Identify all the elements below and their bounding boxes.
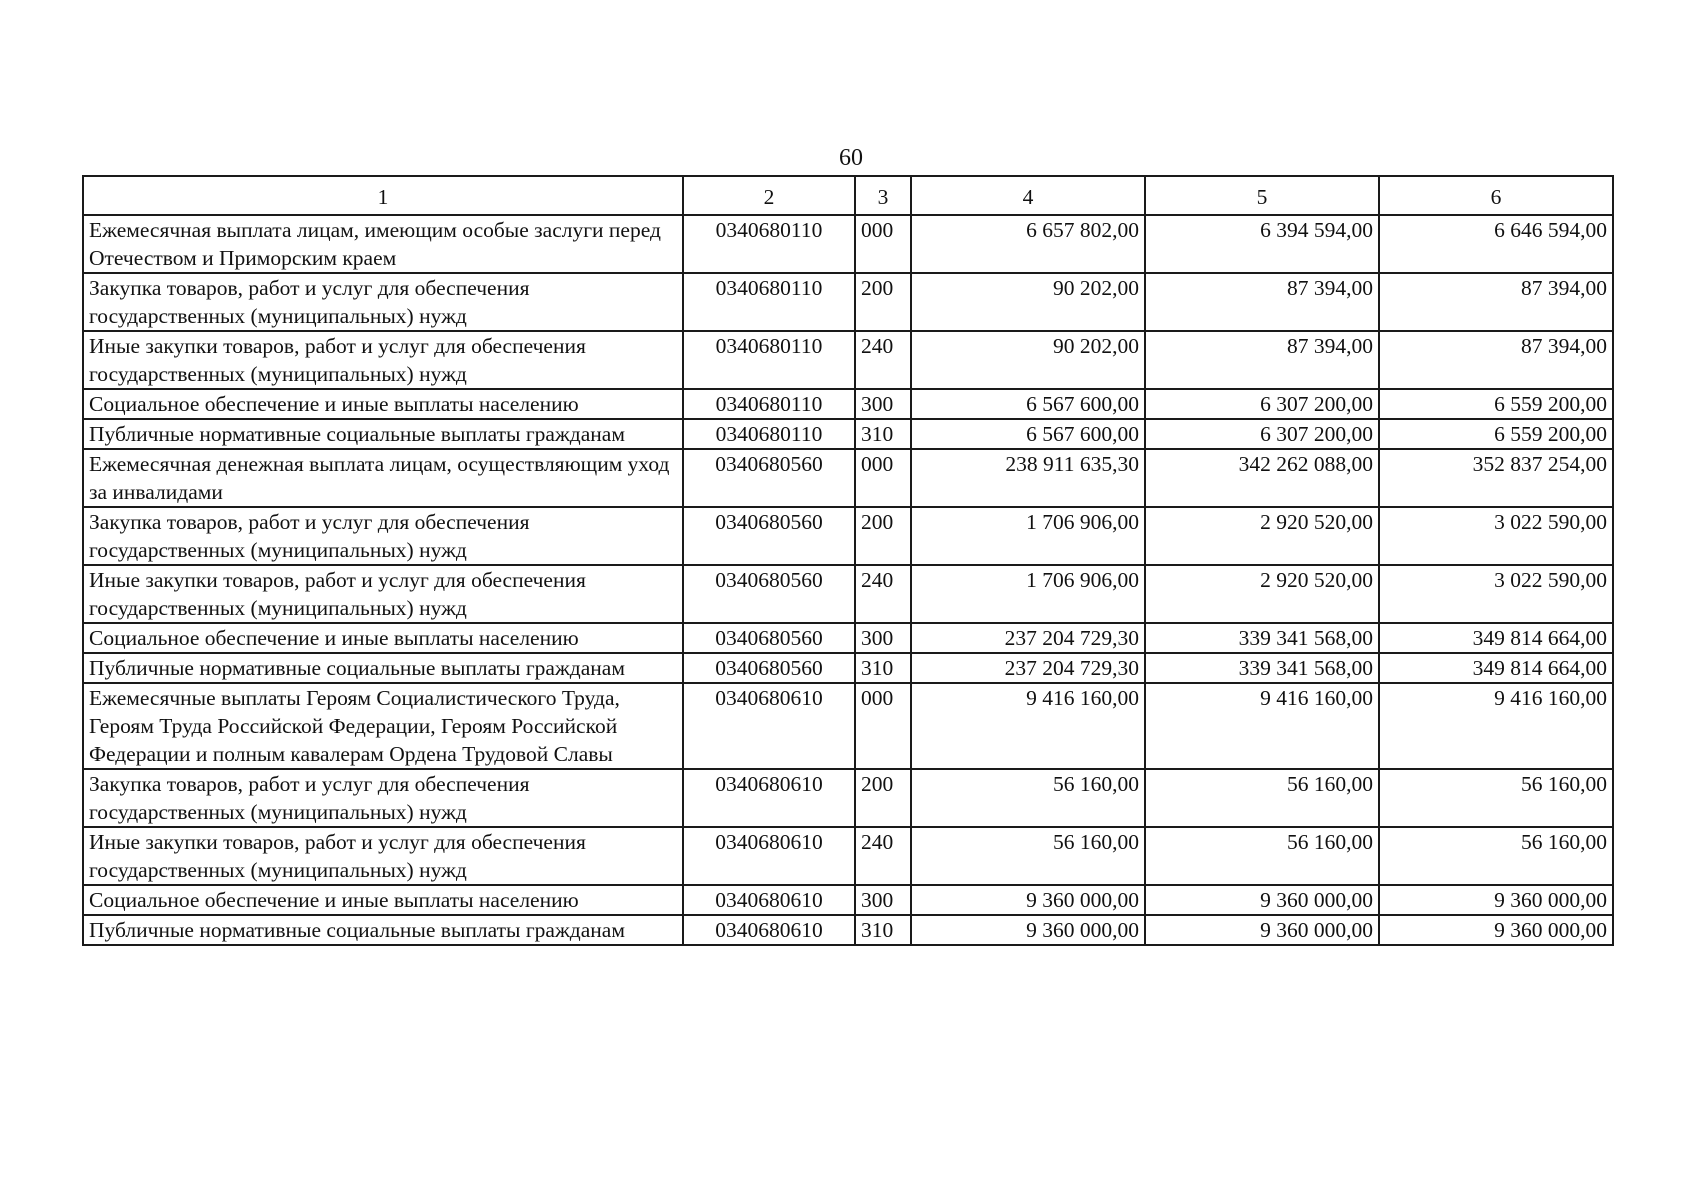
page-number: 60 [839,145,863,171]
row-amount-col-5: 87 394,00 [1145,331,1379,389]
table-row [83,507,1613,565]
row-amount-col-5: 6 307 200,00 [1145,419,1379,449]
row-amount-col-6: 56 160,00 [1379,769,1613,827]
row-amount-col-5: 9 360 000,00 [1145,885,1379,915]
table-row [83,331,1613,389]
row-code: 0340680560 [683,449,855,507]
row-amount-col-4: 9 416 160,00 [911,683,1145,769]
row-amount-col-4: 90 202,00 [911,273,1145,331]
row-code: 0340680560 [683,653,855,683]
row-name: Публичные нормативные социальные выплаты гражданам [83,419,683,449]
row-expense-type: 310 [855,419,911,449]
row-amount-col-4: 9 360 000,00 [911,885,1145,915]
row-name: Ежемесячная денежная выплата лицам, осуществляющим уход за инвалидами [83,449,683,507]
row-name: Социальное обеспечение и иные выплаты населению [83,389,683,419]
row-amount-col-4: 1 706 906,00 [911,565,1145,623]
table-body [83,215,1613,945]
row-amount-col-5: 339 341 568,00 [1145,623,1379,653]
row-name: Ежемесячная выплата лицам, имеющим особые заслуги перед Отечеством и Приморским краем [83,215,683,273]
row-name: Публичные нормативные социальные выплаты гражданам [83,653,683,683]
row-amount-col-6: 349 814 664,00 [1379,653,1613,683]
row-amount-col-4: 6 657 802,00 [911,215,1145,273]
row-amount-col-4: 56 160,00 [911,769,1145,827]
row-amount-col-6: 56 160,00 [1379,827,1613,885]
table-row [83,683,1613,769]
table-row [83,769,1613,827]
table-row [83,215,1613,273]
table-row [83,565,1613,623]
row-name: Публичные нормативные социальные выплаты гражданам [83,915,683,945]
table-row [83,915,1613,945]
row-expense-type: 310 [855,915,911,945]
row-expense-type: 300 [855,885,911,915]
row-expense-type: 000 [855,215,911,273]
row-name: Ежемесячные выплаты Героям Социалистического Труда, Героям Труда Российской Федерации, Героям Российской Федерации и полным кавалерам Ордена Трудовой Славы [83,683,683,769]
row-expense-type: 300 [855,389,911,419]
row-amount-col-5: 6 307 200,00 [1145,389,1379,419]
row-amount-col-6: 9 416 160,00 [1379,683,1613,769]
row-amount-col-6: 6 646 594,00 [1379,215,1613,273]
table-row [83,885,1613,915]
row-expense-type: 000 [855,449,911,507]
row-name: Социальное обеспечение и иные выплаты населению [83,885,683,915]
row-name: Социальное обеспечение и иные выплаты населению [83,623,683,653]
row-amount-col-5: 6 394 594,00 [1145,215,1379,273]
row-amount-col-5: 9 416 160,00 [1145,683,1379,769]
row-amount-col-5: 56 160,00 [1145,769,1379,827]
row-code: 0340680610 [683,769,855,827]
row-amount-col-4: 1 706 906,00 [911,507,1145,565]
table-row [83,449,1613,507]
header-row [83,176,1613,215]
row-code: 0340680110 [683,215,855,273]
row-amount-col-5: 339 341 568,00 [1145,653,1379,683]
row-name: Иные закупки товаров, работ и услуг для обеспечения государственных (муниципальных) нужд [83,331,683,389]
header-col-6: 6 [1379,176,1613,215]
row-amount-col-4: 6 567 600,00 [911,419,1145,449]
row-code: 0340680110 [683,419,855,449]
row-amount-col-6: 87 394,00 [1379,273,1613,331]
header-col-5: 5 [1145,176,1379,215]
row-amount-col-6: 6 559 200,00 [1379,419,1613,449]
row-expense-type: 240 [855,565,911,623]
row-name: Закупка товаров, работ и услуг для обеспечения государственных (муниципальных) нужд [83,273,683,331]
row-expense-type: 310 [855,653,911,683]
table-row [83,827,1613,885]
table-row [83,273,1613,331]
header-col-2: 2 [683,176,855,215]
row-amount-col-6: 3 022 590,00 [1379,565,1613,623]
row-amount-col-6: 349 814 664,00 [1379,623,1613,653]
row-code: 0340680560 [683,507,855,565]
row-amount-col-5: 2 920 520,00 [1145,565,1379,623]
row-amount-col-4: 6 567 600,00 [911,389,1145,419]
row-name: Закупка товаров, работ и услуг для обеспечения государственных (муниципальных) нужд [83,769,683,827]
row-amount-col-4: 9 360 000,00 [911,915,1145,945]
table-row [83,389,1613,419]
row-expense-type: 240 [855,827,911,885]
table-row [83,653,1613,683]
row-code: 0340680610 [683,915,855,945]
row-amount-col-5: 342 262 088,00 [1145,449,1379,507]
row-code: 0340680560 [683,623,855,653]
row-code: 0340680110 [683,331,855,389]
row-amount-col-5: 56 160,00 [1145,827,1379,885]
row-amount-col-4: 238 911 635,30 [911,449,1145,507]
row-name: Закупка товаров, работ и услуг для обеспечения государственных (муниципальных) нужд [83,507,683,565]
row-code: 0340680610 [683,827,855,885]
row-amount-col-4: 237 204 729,30 [911,653,1145,683]
header-col-1: 1 [83,176,683,215]
table-header [83,176,1613,215]
row-code: 0340680560 [683,565,855,623]
row-amount-col-5: 9 360 000,00 [1145,915,1379,945]
row-amount-col-4: 237 204 729,30 [911,623,1145,653]
row-amount-col-6: 9 360 000,00 [1379,885,1613,915]
row-amount-col-5: 87 394,00 [1145,273,1379,331]
row-amount-col-6: 6 559 200,00 [1379,389,1613,419]
table-row [83,623,1613,653]
row-name: Иные закупки товаров, работ и услуг для обеспечения государственных (муниципальных) нужд [83,565,683,623]
row-expense-type: 200 [855,507,911,565]
row-amount-col-6: 9 360 000,00 [1379,915,1613,945]
row-code: 0340680610 [683,683,855,769]
row-code: 0340680110 [683,389,855,419]
table-row [83,419,1613,449]
budget-table [82,175,1614,946]
row-name: Иные закупки товаров, работ и услуг для обеспечения государственных (муниципальных) нужд [83,827,683,885]
row-amount-col-6: 3 022 590,00 [1379,507,1613,565]
row-amount-col-6: 87 394,00 [1379,331,1613,389]
row-code: 0340680610 [683,885,855,915]
row-expense-type: 000 [855,683,911,769]
row-amount-col-4: 90 202,00 [911,331,1145,389]
row-amount-col-5: 2 920 520,00 [1145,507,1379,565]
row-expense-type: 300 [855,623,911,653]
row-code: 0340680110 [683,273,855,331]
row-expense-type: 240 [855,331,911,389]
row-amount-col-4: 56 160,00 [911,827,1145,885]
header-col-4: 4 [911,176,1145,215]
row-expense-type: 200 [855,273,911,331]
row-expense-type: 200 [855,769,911,827]
row-amount-col-6: 352 837 254,00 [1379,449,1613,507]
header-col-3: 3 [855,176,911,215]
